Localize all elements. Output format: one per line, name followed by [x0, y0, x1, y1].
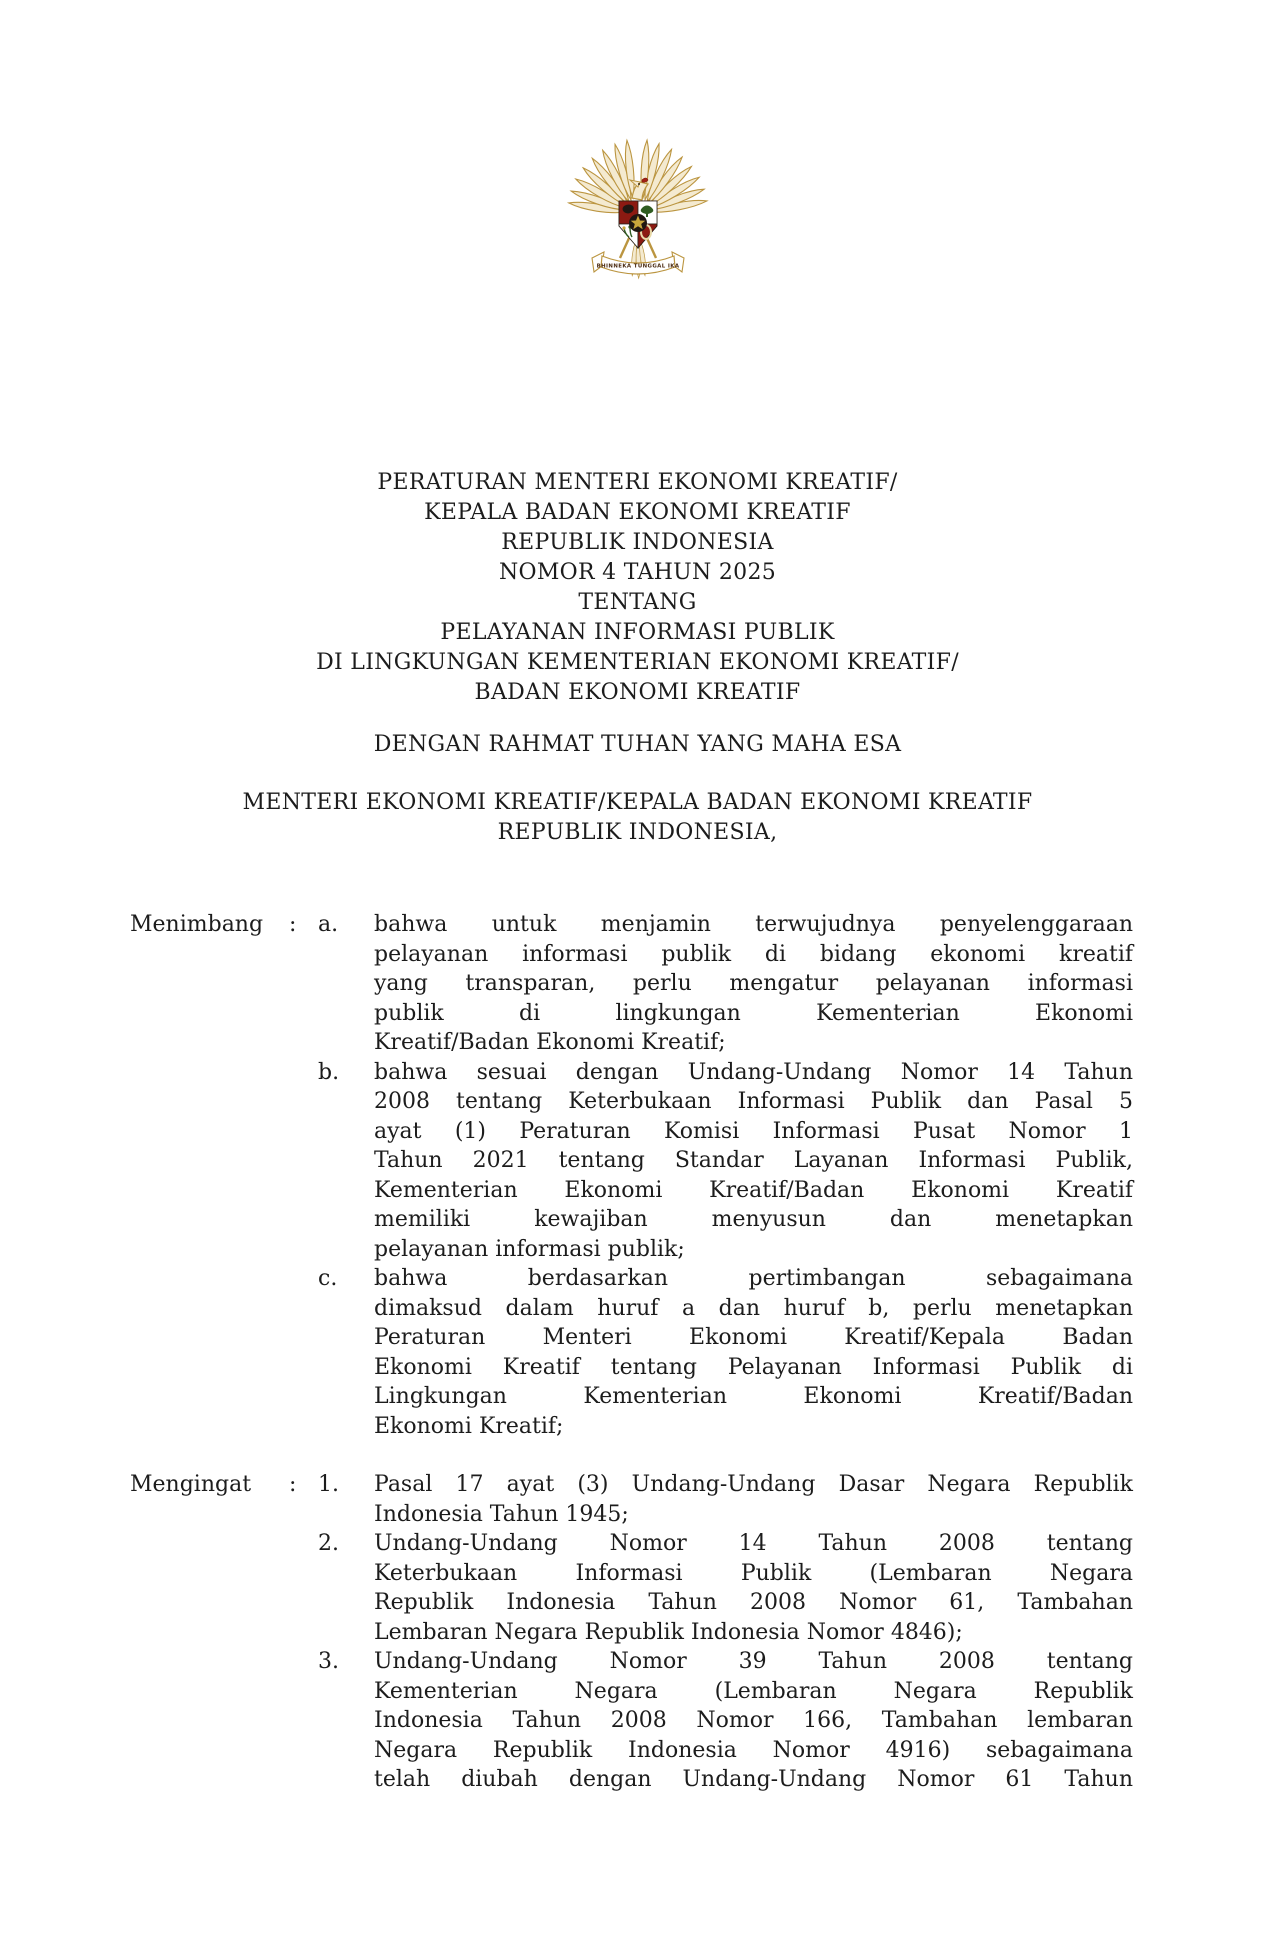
text-line: yang transparan, perlu mengatur pelayanan informasi: [374, 971, 1133, 996]
item-marker: 2.: [318, 1531, 339, 1556]
title-line: BADAN EKONOMI KREATIF: [474, 680, 801, 705]
title-line: DI LINGKUNGAN KEMENTERIAN EKONOMI KREATIF/: [316, 650, 959, 675]
item-text: [374, 910, 1133, 1058]
text-line: pelayanan informasi publik di bidang ekonomi kreatif: [374, 941, 1133, 967]
garuda-pancasila-emblem: [558, 134, 718, 298]
text-line: publik di lingkungan Kementerian Ekonomi: [374, 1000, 1133, 1026]
item-text: [374, 1529, 1133, 1647]
text-line: memiliki kewajiban menyusun dan menetapkan: [374, 1207, 1133, 1232]
text-line: pelayanan informasi publik;: [374, 1236, 685, 1262]
section-menimbang: [130, 910, 1133, 1441]
text-line: Indonesia Tahun 1945;: [374, 1501, 629, 1527]
text-line: 2008 tentang Keterbukaan Informasi Publik dan Pasal 5: [374, 1089, 1133, 1114]
title-line: KEPALA BADAN EKONOMI KREATIF: [424, 500, 851, 525]
item-text: [374, 1647, 1133, 1795]
text-line: Pasal 17 ayat (3) Undang-Undang Dasar Negara Republik: [374, 1472, 1133, 1497]
title-line: PELAYANAN INFORMASI PUBLIK: [440, 620, 835, 645]
text-line: dimaksud dalam huruf a dan huruf b, perlu menetapkan: [374, 1295, 1133, 1321]
title-line: PERATURAN MENTERI EKONOMI KREATIF/: [377, 470, 898, 495]
text-line: Tahun 2021 tentang Standar Layanan Informasi Publik,: [374, 1148, 1133, 1173]
text-line: Ekonomi Kreatif tentang Pelayanan Informasi Publik di: [374, 1354, 1133, 1380]
text-line: Lembaran Negara Republik Indonesia Nomor 4846);: [374, 1619, 963, 1645]
text-line: Republik Indonesia Tahun 2008 Nomor 61, Tambahan: [374, 1590, 1133, 1615]
body-sections: [130, 910, 1133, 1795]
text-line: Negara Republik Indonesia Nomor 4916) sebagaimana: [374, 1737, 1133, 1763]
text-line: telah diubah dengan Undang-Undang Nomor 61 Tahun: [374, 1767, 1133, 1792]
emblem-banner-text: BHINNEKA TUNGGAL IKA: [596, 263, 680, 270]
text-line: bahwa berdasarkan pertimbangan sebagaimana: [374, 1266, 1133, 1291]
section-colon: :: [289, 912, 297, 937]
item-marker: a.: [318, 912, 339, 937]
section-label: Mengingat: [130, 1472, 252, 1497]
text-line: Indonesia Tahun 2008 Nomor 166, Tambahan lembaran: [374, 1708, 1133, 1733]
item-marker: 3.: [318, 1649, 339, 1674]
authority-line: REPUBLIK INDONESIA,: [497, 820, 778, 845]
section-mengingat: [130, 1470, 1133, 1795]
item-marker: 1.: [318, 1472, 339, 1497]
text-line: Undang-Undang Nomor 39 Tahun 2008 tentang: [374, 1649, 1133, 1674]
text-line: Kreatif/Badan Ekonomi Kreatif;: [374, 1030, 726, 1055]
authority-block: [0, 788, 1275, 848]
invocation-line: DENGAN RAHMAT TUHAN YANG MAHA ESA: [373, 732, 902, 757]
section-label: Menimbang: [130, 912, 264, 937]
title-line: TENTANG: [578, 590, 697, 615]
text-line: ayat (1) Peraturan Komisi Informasi Pusat Nomor 1: [374, 1118, 1133, 1144]
text-line: Ekonomi Kreatif;: [374, 1413, 564, 1439]
text-line: Undang-Undang Nomor 14 Tahun 2008 tentang: [374, 1531, 1133, 1556]
text-line: bahwa sesuai dengan Undang-Undang Nomor 14 Tahun: [374, 1059, 1133, 1085]
authority-line: MENTERI EKONOMI KREATIF/KEPALA BADAN EKONOMI KREATIF: [242, 790, 1033, 815]
item-marker: c.: [318, 1266, 338, 1291]
text-line: Kementerian Ekonomi Kreatif/Badan Ekonomi Kreatif: [374, 1177, 1133, 1203]
text-line: Keterbukaan Informasi Publik (Lembaran Negara: [374, 1560, 1133, 1586]
title-line: REPUBLIK INDONESIA: [501, 530, 774, 555]
text-line: Peraturan Menteri Ekonomi Kreatif/Kepala Badan: [374, 1325, 1133, 1350]
item-text: [374, 1058, 1133, 1265]
item-marker: b.: [318, 1059, 340, 1085]
text-line: Kementerian Negara (Lembaran Negara Republik: [374, 1678, 1133, 1704]
text-line: Lingkungan Kementerian Ekonomi Kreatif/Badan: [374, 1384, 1133, 1409]
title-line: NOMOR 4 TAHUN 2025: [498, 560, 777, 585]
pancasila-shield-icon: [619, 201, 657, 248]
section-colon: :: [289, 1472, 297, 1497]
item-text: [374, 1470, 1133, 1529]
item-text: [374, 1264, 1133, 1441]
text-line: bahwa untuk menjamin terwujudnya penyelenggaraan: [374, 912, 1133, 937]
regulation-title: [0, 468, 1275, 708]
